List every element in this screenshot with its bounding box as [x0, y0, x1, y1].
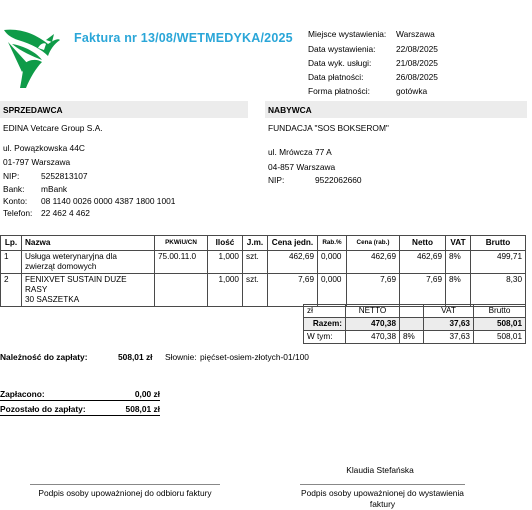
- seller-account-value: 08 1140 0026 0000 4387 1800 1001: [41, 196, 176, 206]
- summary-incl-label: W tym:: [304, 331, 346, 344]
- row-unit: szt.: [243, 274, 268, 307]
- summary-incl-rate: 8%: [400, 331, 424, 344]
- buyer-name: FUNDACJA "SOS BOKSEROM": [268, 123, 389, 133]
- row-price-discounted: 7,69: [347, 274, 400, 307]
- col-header-net: Netto: [400, 236, 446, 251]
- row-qty: 1,000: [208, 251, 243, 274]
- meta-value-place: Warszawa: [396, 29, 435, 39]
- summary-total-net: 470,38: [346, 318, 400, 331]
- summary-total-row: [304, 318, 526, 331]
- col-header-price-discounted: Cena (rab.): [347, 236, 400, 251]
- seller-street: ul. Powązkowska 44C: [3, 143, 85, 153]
- row-price: 7,69: [268, 274, 318, 307]
- items-header-row: [1, 236, 526, 251]
- col-header-vat: VAT: [446, 236, 471, 251]
- row-qty: 1,000: [208, 274, 243, 307]
- summary-incl-net: 470,38: [346, 331, 400, 344]
- meta-value-payment-date: 26/08/2025: [396, 72, 438, 82]
- meta-label-issue-date: Data wystawienia:: [308, 44, 376, 54]
- seller-heading: SPRZEDAWCA: [0, 101, 248, 118]
- buyer-city: 04-857 Warszawa: [268, 162, 336, 172]
- col-header-lp: Lp.: [1, 236, 22, 251]
- remaining-underline: [0, 415, 160, 416]
- vat-summary-table: [303, 304, 526, 344]
- summary-header-gross: Brutto: [474, 305, 526, 318]
- row-name-line1: FENIXVET SUSTAIN DUZE RASY: [25, 275, 127, 294]
- issuer-signature-caption: Podpis osoby upoważnionej do wystawienia faktury: [301, 488, 464, 509]
- seller-account-label: Konto:: [3, 196, 28, 206]
- amount-words-value: pięćset-osiem-złotych-01/100: [200, 352, 309, 362]
- row-net: 7,69: [400, 274, 446, 307]
- summary-header-row: [304, 305, 526, 318]
- row-net: 462,69: [400, 251, 446, 274]
- meta-label-payment-form: Forma płatności:: [308, 86, 370, 96]
- buyer-nip-label: NIP:: [268, 175, 285, 185]
- issuer-name: Klaudia Stefańska: [346, 465, 414, 475]
- col-header-pkwiu: PKWiU/CN: [155, 236, 208, 251]
- seller-phone-label: Telefon:: [3, 208, 33, 218]
- row-pkwiu: 75.00.11.0: [155, 251, 208, 274]
- receiver-signature-line: [30, 484, 220, 485]
- buyer-street: ul. Mrówcza 77 A: [268, 147, 332, 157]
- col-header-price: Cena jedn.: [268, 236, 318, 251]
- paid-label: Zapłacono:: [0, 389, 45, 399]
- summary-total-vat: 37,63: [424, 318, 474, 331]
- summary-header-net: NETTO: [346, 305, 400, 318]
- summary-header-blank: [400, 305, 424, 318]
- summary-incl-vat: 37,63: [424, 331, 474, 344]
- row-gross: 8,30: [471, 274, 526, 307]
- col-header-unit: J.m.: [243, 236, 268, 251]
- col-header-name: Nazwa: [22, 236, 155, 251]
- row-name: [22, 274, 155, 307]
- row-vat: 8%: [446, 251, 471, 274]
- buyer-nip-value: 9522062660: [315, 175, 362, 185]
- seller-city: 01-797 Warszawa: [3, 157, 71, 167]
- company-logo-icon: [2, 20, 60, 90]
- table-row: [1, 274, 526, 307]
- summary-incl-row: [304, 331, 526, 344]
- seller-bank-value: mBank: [41, 184, 68, 194]
- seller-phone-value: 22 462 4 462: [41, 208, 90, 218]
- meta-label-service-date: Data wyk. usługi:: [308, 58, 372, 68]
- amount-due-value: 508,01 zł: [118, 352, 153, 362]
- summary-currency: zł: [304, 305, 346, 318]
- paid-underline: [0, 400, 160, 401]
- meta-value-issue-date: 22/08/2025: [396, 44, 438, 54]
- summary-header-vat: VAT: [424, 305, 474, 318]
- col-header-discount: Rab.%: [318, 236, 347, 251]
- meta-value-service-date: 21/08/2025: [396, 58, 438, 68]
- row-name-line1: Usługa weterynaryjna dla: [25, 252, 117, 261]
- row-name-line2: 30 SASZETKA: [25, 295, 80, 304]
- amount-due-label: Należność do zapłaty:: [0, 352, 88, 362]
- issuer-signature-line: [300, 484, 465, 485]
- row-price: 462,69: [268, 251, 318, 274]
- meta-label-payment-date: Data płatności:: [308, 72, 364, 82]
- remaining-label: Pozostało do zapłaty:: [0, 404, 86, 414]
- invoice-title: Faktura nr 13/08/WETMEDYKA/2025: [74, 31, 293, 45]
- row-lp: 1: [1, 251, 22, 274]
- row-discount: 0,000: [318, 274, 347, 307]
- seller-name: EDINA Vetcare Group S.A.: [3, 123, 103, 133]
- row-pkwiu: [155, 274, 208, 307]
- row-unit: szt.: [243, 251, 268, 274]
- row-name: [22, 251, 155, 274]
- row-gross: 499,71: [471, 251, 526, 274]
- col-header-gross: Brutto: [471, 236, 526, 251]
- row-discount: 0,000: [318, 251, 347, 274]
- amount-words-label: Słownie:: [165, 352, 197, 362]
- buyer-heading: NABYWCA: [265, 101, 527, 118]
- row-lp: 2: [1, 274, 22, 307]
- table-row: [1, 251, 526, 274]
- seller-bank-label: Bank:: [3, 184, 25, 194]
- items-table: [0, 235, 526, 307]
- seller-nip-label: NIP:: [3, 171, 20, 181]
- summary-total-label: Razem:: [304, 318, 346, 331]
- meta-value-payment-form: gotówka: [396, 86, 428, 96]
- seller-nip-value: 5252813107: [41, 171, 88, 181]
- summary-incl-gross: 508,01: [474, 331, 526, 344]
- meta-label-place: Miejsce wystawienia:: [308, 29, 387, 39]
- row-price-discounted: 462,69: [347, 251, 400, 274]
- summary-total-gross: 508,01: [474, 318, 526, 331]
- row-name-line2: zwierząt domowych: [25, 262, 97, 271]
- summary-total-blank: [400, 318, 424, 331]
- row-vat: 8%: [446, 274, 471, 307]
- receiver-signature-caption: Podpis osoby upoważnionej do odbioru faktury: [38, 488, 212, 498]
- col-header-qty: Ilość: [208, 236, 243, 251]
- remaining-value: 508,01 zł: [125, 404, 160, 414]
- paid-value: 0,00 zł: [134, 389, 160, 399]
